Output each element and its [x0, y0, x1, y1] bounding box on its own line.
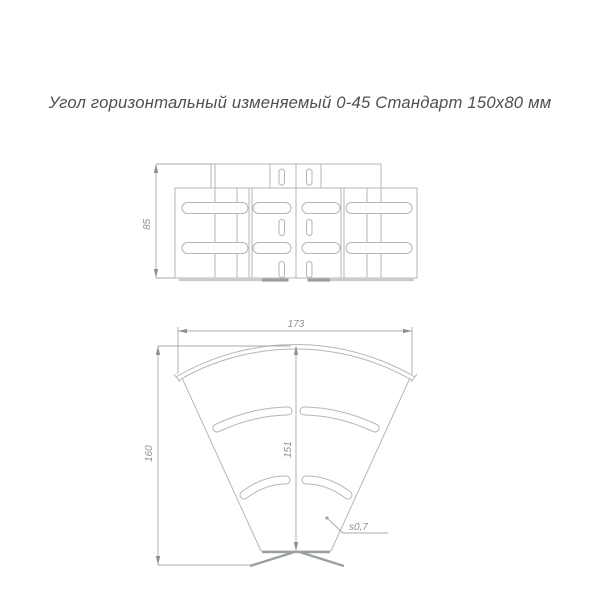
left-wing	[250, 553, 293, 567]
slot-horizontal	[182, 243, 248, 254]
dimension-85	[142, 164, 211, 278]
base-strip-dark	[262, 279, 288, 282]
slot-vertical	[307, 220, 313, 236]
drawing-title: Угол горизонтальный изменяемый 0-45 Стандарт 150х80 мм	[48, 93, 552, 112]
slot-vertical	[279, 169, 285, 185]
plan-left-side	[182, 378, 261, 551]
slot-vertical	[307, 262, 313, 278]
arrowhead-up	[154, 164, 158, 173]
dimension-151	[283, 346, 298, 551]
arrowhead-up	[294, 346, 298, 355]
arrowhead-down	[294, 542, 298, 551]
slot-horizontal	[302, 243, 340, 254]
slot-horizontal	[302, 203, 340, 214]
plan-right-side	[331, 378, 410, 551]
dimension-text-151: 151	[283, 441, 294, 458]
front-view	[175, 164, 417, 282]
arrowhead-down	[154, 269, 158, 278]
dimension-text-85: 85	[142, 218, 153, 230]
base-strip-dark	[308, 279, 330, 282]
arrowhead-left	[178, 329, 187, 333]
right-wing	[301, 553, 344, 567]
thickness-text: s0,7	[349, 522, 368, 533]
slot-horizontal	[346, 203, 412, 214]
plan-bottom-strip	[262, 551, 330, 553]
slot-horizontal	[182, 203, 248, 214]
thickness-note	[325, 516, 388, 533]
dimension-173	[178, 319, 412, 374]
slot-vertical	[279, 220, 285, 236]
dimension-text-173: 173	[287, 319, 305, 330]
slot-horizontal	[253, 243, 291, 254]
slot-vertical	[307, 169, 313, 185]
arrowhead-right	[403, 329, 412, 333]
slot-horizontal	[346, 243, 412, 254]
arrowhead-up	[156, 346, 160, 355]
slot-vertical	[279, 262, 285, 278]
dimension-text-160: 160	[144, 445, 155, 462]
slot-horizontal	[253, 203, 291, 214]
arrowhead-down	[156, 556, 160, 565]
